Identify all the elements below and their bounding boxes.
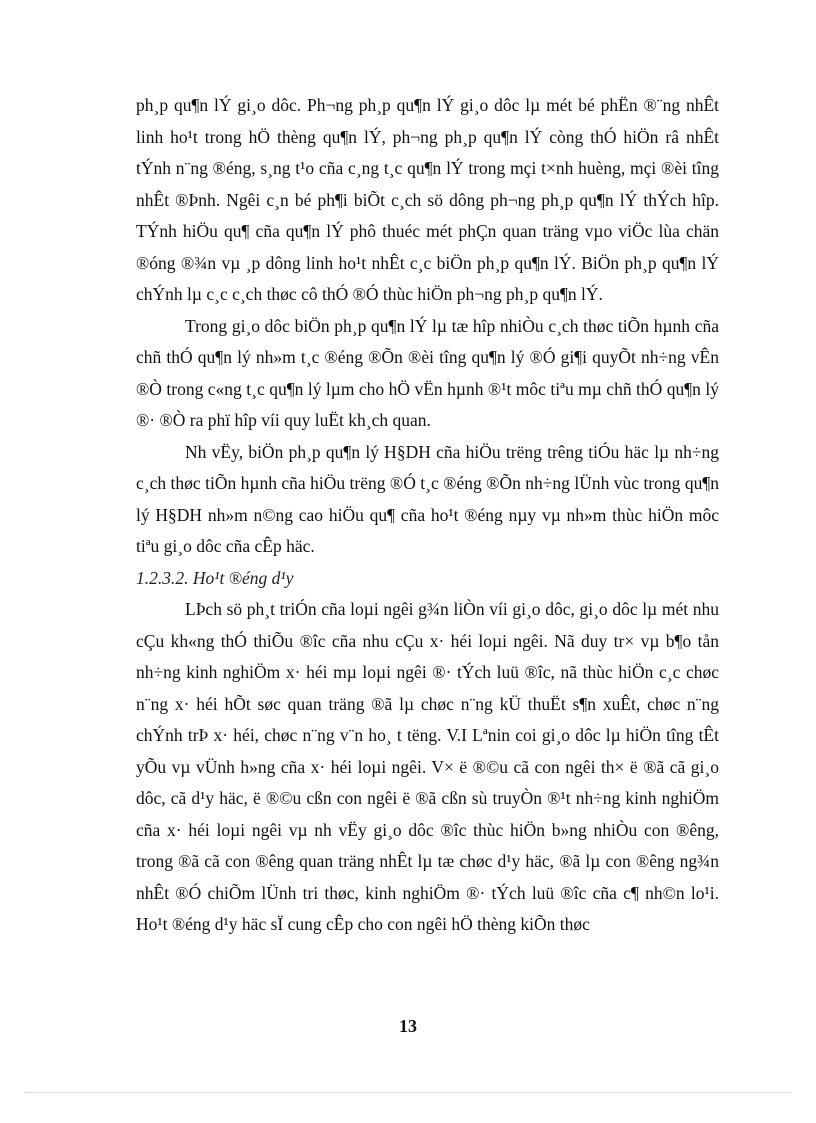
page-bottom-divider	[24, 1092, 792, 1093]
paragraph-3: Nh vËy, biÖn ph¸p qu¶n lý H§DH cña hiÖu trëng trêng tiÓu häc lµ nh÷ng c¸ch thøc tiÕn hµnh cña hiÖu trëng ®Ó t¸c ®éng ®Õn nh÷ng lÜnh vùc trong qu¶n lý H§DH nh»m n©ng cao hiÖu qu¶ cña ho¹t ®éng nµy vµ nh»m thùc hiÖn môc tiªu gi¸o dôc cña cÊp häc.	[136, 441, 719, 556]
body-text	[136, 90, 719, 941]
paragraph-1: ph¸p qu¶n lÝ gi¸o dôc. Ph¬ng ph¸p qu¶n lÝ gi¸o dôc lµ mét bé phËn ®¨ng nhÊt linh ho¹t trong hÖ thèng qu¶n lÝ, ph¬ng ph¸p qu¶n lÝ còng thÓ hiÖn râ nhÊt tÝnh n¨ng ®éng, s¸ng t¹o cña c¸ng t¸c qu¶n lÝ trong mçi t×nh huèng, mçi ®èi tîng nhÊt ®Þnh. Ngêi c¸n bé ph¶i biÕt c¸ch sö dông ph¬ng ph¸p qu¶n lÝ thÝch hîp. TÝnh hiÖu qu¶ cña qu¶n lÝ phô thuéc mét phÇn quan träng vµo viÖc lùa chän ®óng ®¾n vµ ¸p dông linh ho¹t nhÊt c¸c biÖn ph¸p qu¶n lÝ. BiÖn ph¸p qu¶n lÝ chÝnh lµ c¸c c¸ch thøc cô thÓ ®Ó thùc hiÖn ph¬ng ph¸p qu¶n lÝ.	[136, 95, 719, 304]
paragraph-4: LÞch sö ph¸t triÓn cña loµi ngêi g¾n liÒn víi gi¸o dôc, gi¸o dôc lµ mét nhu cÇu kh«ng thÓ thiÕu ®îc cña nhu cÇu x· héi loµi ngêi. Nã duy tr× vµ b¶o tån nh÷ng kinh nghiÖm x· héi mµ loµi ngêi ®· tÝch luü ®îc, nã thùc hiÖn c¸c chøc n¨ng x· héi hÕt søc quan träng ®ã lµ chøc n¨ng kÜ thuËt s¶n xuÊt, chøc n¨ng chÝnh trÞ x· héi, chøc n¨ng v¨n ho¸ t tëng. V.I Lªnin coi gi¸o dôc lµ hiÖn tîng tÊt yÕu vµ vÜnh h»ng cña x· héi loµi ngêi. V× ë ®©u cã con ngêi th× ë ®ã cã gi¸o dôc, cã d¹y häc, ë ®©u cßn con ngêi ë ®ã cßn sù truyÒn ®¹t nh÷ng kinh nghiÖm cña x· héi loµi ngêi vµ nh vËy gi¸o dôc ®îc thùc hiÖn b»ng nhiÒu con ®êng, trong ®ã cã con ®êng quan träng nhÊt lµ tæ chøc d¹y häc, ®ã lµ con ®êng ng¾n nhÊt ®Ó chiÕm lÜnh tri thøc, kinh nghiÖm ®· tÝch luü ®îc cña c¶ nh©n lo¹i. Ho¹t ®éng d¹y häc sÏ cung cÊp cho con ngêi hÖ thèng kiÕn thøc	[136, 599, 719, 934]
paragraph-2: Trong gi¸o dôc biÖn ph¸p qu¶n lÝ lµ tæ hîp nhiÒu c¸ch thøc tiÕn hµnh cña chñ thÓ qu¶n lý nh»m t¸c ®éng ®Õn ®èi tîng qu¶n lý ®Ó gi¶i quyÕt nh÷ng vÊn ®Ò trong c«ng t¸c qu¶n lý lµm cho hÖ vËn hµnh ®¹t môc tiªu mµ chñ thÓ qu¶n lý ®· ®Ò ra phï hîp víi quy luËt kh¸ch quan.	[136, 315, 719, 430]
page-number: 13	[399, 1016, 417, 1036]
section-heading: 1.2.3.2. Ho¹t ®éng d¹y	[136, 567, 294, 588]
